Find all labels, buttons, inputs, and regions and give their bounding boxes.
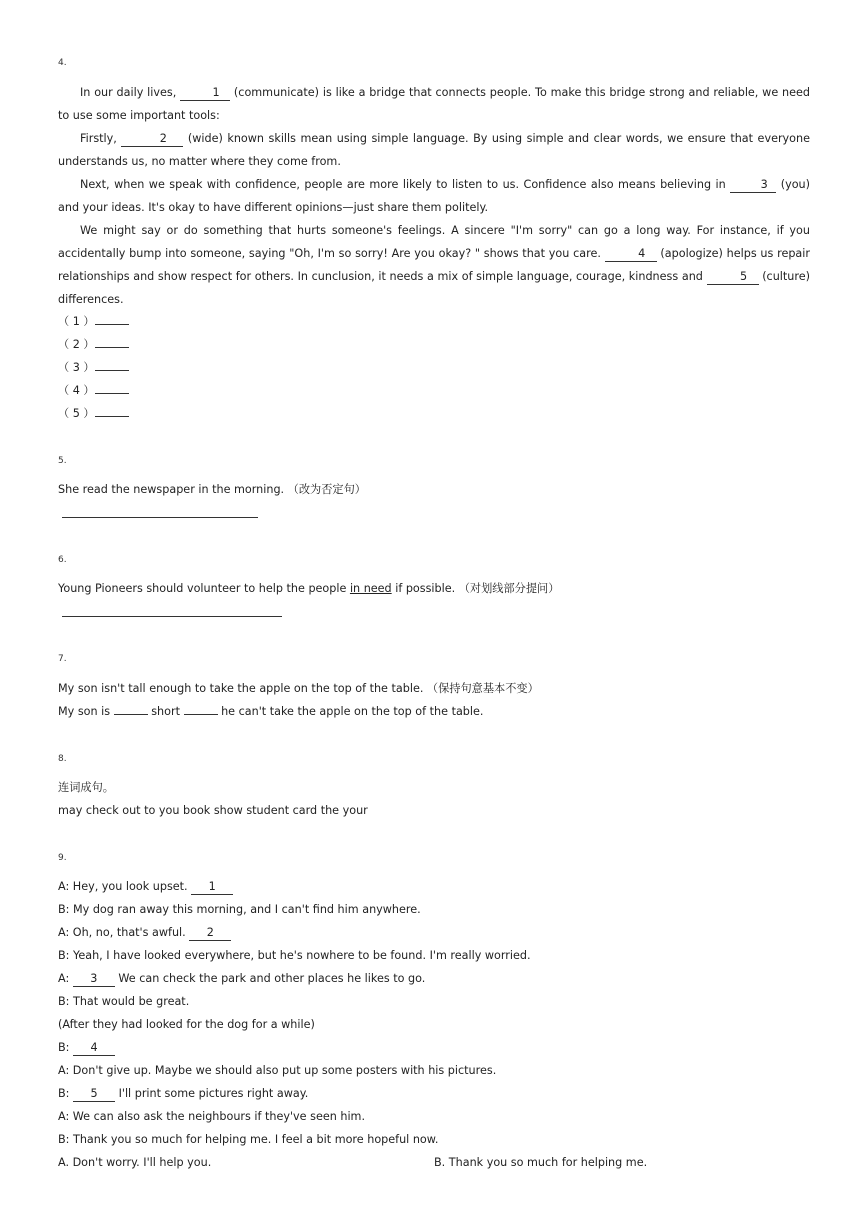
q9-option-b: B. Thank you so much for helping me. xyxy=(434,1156,648,1169)
q7-prompt: My son isn't tall enough to take the apple on the top of the table. （保持句意基本不变） xyxy=(58,682,539,695)
dialog-line xyxy=(58,1013,810,1036)
dialog-line xyxy=(58,1082,810,1105)
dialog-line-text-after: We can check the park and other places he likes to go. xyxy=(114,972,426,985)
q8-words: may check out to you book show student card the your xyxy=(58,804,368,817)
q4-answer-4 xyxy=(58,379,810,402)
dialog-line xyxy=(58,990,810,1013)
answer-label: （ 2 ） xyxy=(58,338,95,351)
q9-option-a: A. Don't worry. I'll help you. xyxy=(58,1156,212,1169)
answer-blank[interactable] xyxy=(95,370,129,371)
dialog-blank[interactable]: 2 xyxy=(189,926,231,941)
dialog-blank[interactable]: 4 xyxy=(73,1041,115,1056)
q4-blank-4[interactable]: 4 xyxy=(605,247,657,262)
dialog-blank[interactable]: 1 xyxy=(191,880,233,895)
q4-p3-text-a: Next, when we speak with confidence, people are more likely to listen to us. Confidence also means believing in xyxy=(80,178,731,191)
dialog-line-text: A: Hey, you look upset. xyxy=(58,880,192,893)
answer-blank[interactable] xyxy=(95,416,129,417)
answer-label: （ 5 ） xyxy=(58,407,95,420)
answer-blank[interactable] xyxy=(95,393,129,394)
q4-answer-3 xyxy=(58,356,810,379)
q7-rewrite-text-b: short xyxy=(147,705,184,718)
q4-paragraph-1 xyxy=(58,81,810,127)
q4-paragraph-3 xyxy=(58,173,810,219)
answer-label: （ 3 ） xyxy=(58,361,95,374)
answer-label: （ 1 ） xyxy=(58,315,95,328)
q4-paragraph-2 xyxy=(58,127,810,173)
q4-blank-3[interactable]: 3 xyxy=(730,178,776,193)
question-7-number: 7. xyxy=(58,654,67,664)
q5-prompt: She read the newspaper in the morning. （改为否定句） xyxy=(58,483,366,496)
dialog-line-text-after: I'll print some pictures right away. xyxy=(115,1087,309,1100)
dialog-line xyxy=(58,875,810,898)
dialog-line-text: A: We can also ask the neighbours if they've seen him. xyxy=(58,1110,366,1123)
q6-answer-line[interactable] xyxy=(62,616,282,617)
dialog-line xyxy=(58,1128,810,1151)
q4-p3-text-b: (you) and your ideas. It's okay to have different opinions—just share them politely. xyxy=(58,178,811,214)
q4-answer-1 xyxy=(58,310,810,333)
question-5-number: 5. xyxy=(58,456,67,466)
q4-p4-text-a: We might say or do something that hurts someone's feelings. A sincere "I'm sorry" can go a long way. For instance, if you accidentally bump into someone, saying "Oh, I'm so sorry! Are you okay? " shows that you care. xyxy=(58,224,810,260)
q7-rewrite xyxy=(58,700,810,723)
q6-text-after: if possible. （对划线部分提问） xyxy=(391,582,560,595)
dialog-blank[interactable]: 3 xyxy=(73,972,115,987)
q7-rewrite-text-c: he can't take the apple on the top of the table. xyxy=(217,705,484,718)
dialog-line-text: A: Oh, no, that's awful. xyxy=(58,926,190,939)
dialog-line-text: A: Don't give up. Maybe we should also put up some posters with his pictures. xyxy=(58,1064,497,1077)
answer-blank[interactable] xyxy=(95,347,129,348)
q7-blank-1[interactable] xyxy=(114,714,148,715)
q6-underlined-phrase: in need xyxy=(349,582,392,595)
dialog-line-text: (After they had looked for the dog for a while) xyxy=(58,1018,315,1031)
q4-paragraph-4 xyxy=(58,219,810,311)
dialog-line-text: B: My dog ran away this morning, and I can't find him anywhere. xyxy=(58,903,421,916)
q4-blank-2[interactable]: 2 xyxy=(121,132,183,147)
dialog-line xyxy=(58,1105,810,1128)
q4-blank-5[interactable]: 5 xyxy=(707,270,759,285)
q7-rewrite-text-a: My son is xyxy=(58,705,114,718)
q5-answer-line[interactable] xyxy=(62,517,258,518)
q4-answer-5 xyxy=(58,402,810,425)
dialog-line-text: B: xyxy=(58,1087,74,1100)
answer-blank[interactable] xyxy=(95,324,129,325)
answer-label: （ 4 ） xyxy=(58,384,95,397)
dialog-line-text: B: xyxy=(58,1041,74,1054)
question-8-number: 8. xyxy=(58,754,67,764)
q4-p1-text-a: In our daily lives, xyxy=(80,86,181,99)
question-6-number: 6. xyxy=(58,555,67,565)
dialog-line xyxy=(58,944,810,967)
q4-p2-text-b: (wide) known skills mean using simple language. By using simple and clear words, we ensure that everyone understands us, no matter where they come from. xyxy=(58,132,810,168)
dialog-line-text: B: That would be great. xyxy=(58,995,190,1008)
dialog-line xyxy=(58,1036,810,1059)
dialog-line xyxy=(58,921,810,944)
q7-blank-2[interactable] xyxy=(184,714,218,715)
dialog-blank[interactable]: 5 xyxy=(73,1087,115,1102)
q4-answer-2 xyxy=(58,333,810,356)
dialog-line-text: B: Thank you so much for helping me. I feel a bit more hopeful now. xyxy=(58,1133,439,1146)
dialog-line xyxy=(58,898,810,921)
question-4-number: 4. xyxy=(58,58,67,68)
q4-p2-text-a: Firstly, xyxy=(80,132,122,145)
q4-p1-text-b: (communicate) is like a bridge that connects people. To make this bridge strong and reliable, we need to use some important tools: xyxy=(58,86,810,122)
q8-instruction: 连词成句。 xyxy=(58,781,114,794)
dialog-line-text: B: Yeah, I have looked everywhere, but he's nowhere to be found. I'm really worried. xyxy=(58,949,531,962)
q4-blank-1[interactable]: 1 xyxy=(180,86,230,101)
q4-p4-text-b: (apologize) helps us repair relationships and show respect for others. In cunclusion, it needs a mix of simple language, courage, kindness and xyxy=(58,247,810,283)
question-9-number: 9. xyxy=(58,853,67,863)
dialog-line xyxy=(58,967,810,990)
q6-prompt xyxy=(58,577,810,600)
q6-text-before: Young Pioneers should volunteer to help the people xyxy=(58,582,350,595)
dialog-line xyxy=(58,1059,810,1082)
q4-p4-text-c: (culture) differences. xyxy=(58,270,810,306)
dialog-line-text: A: xyxy=(58,972,73,985)
